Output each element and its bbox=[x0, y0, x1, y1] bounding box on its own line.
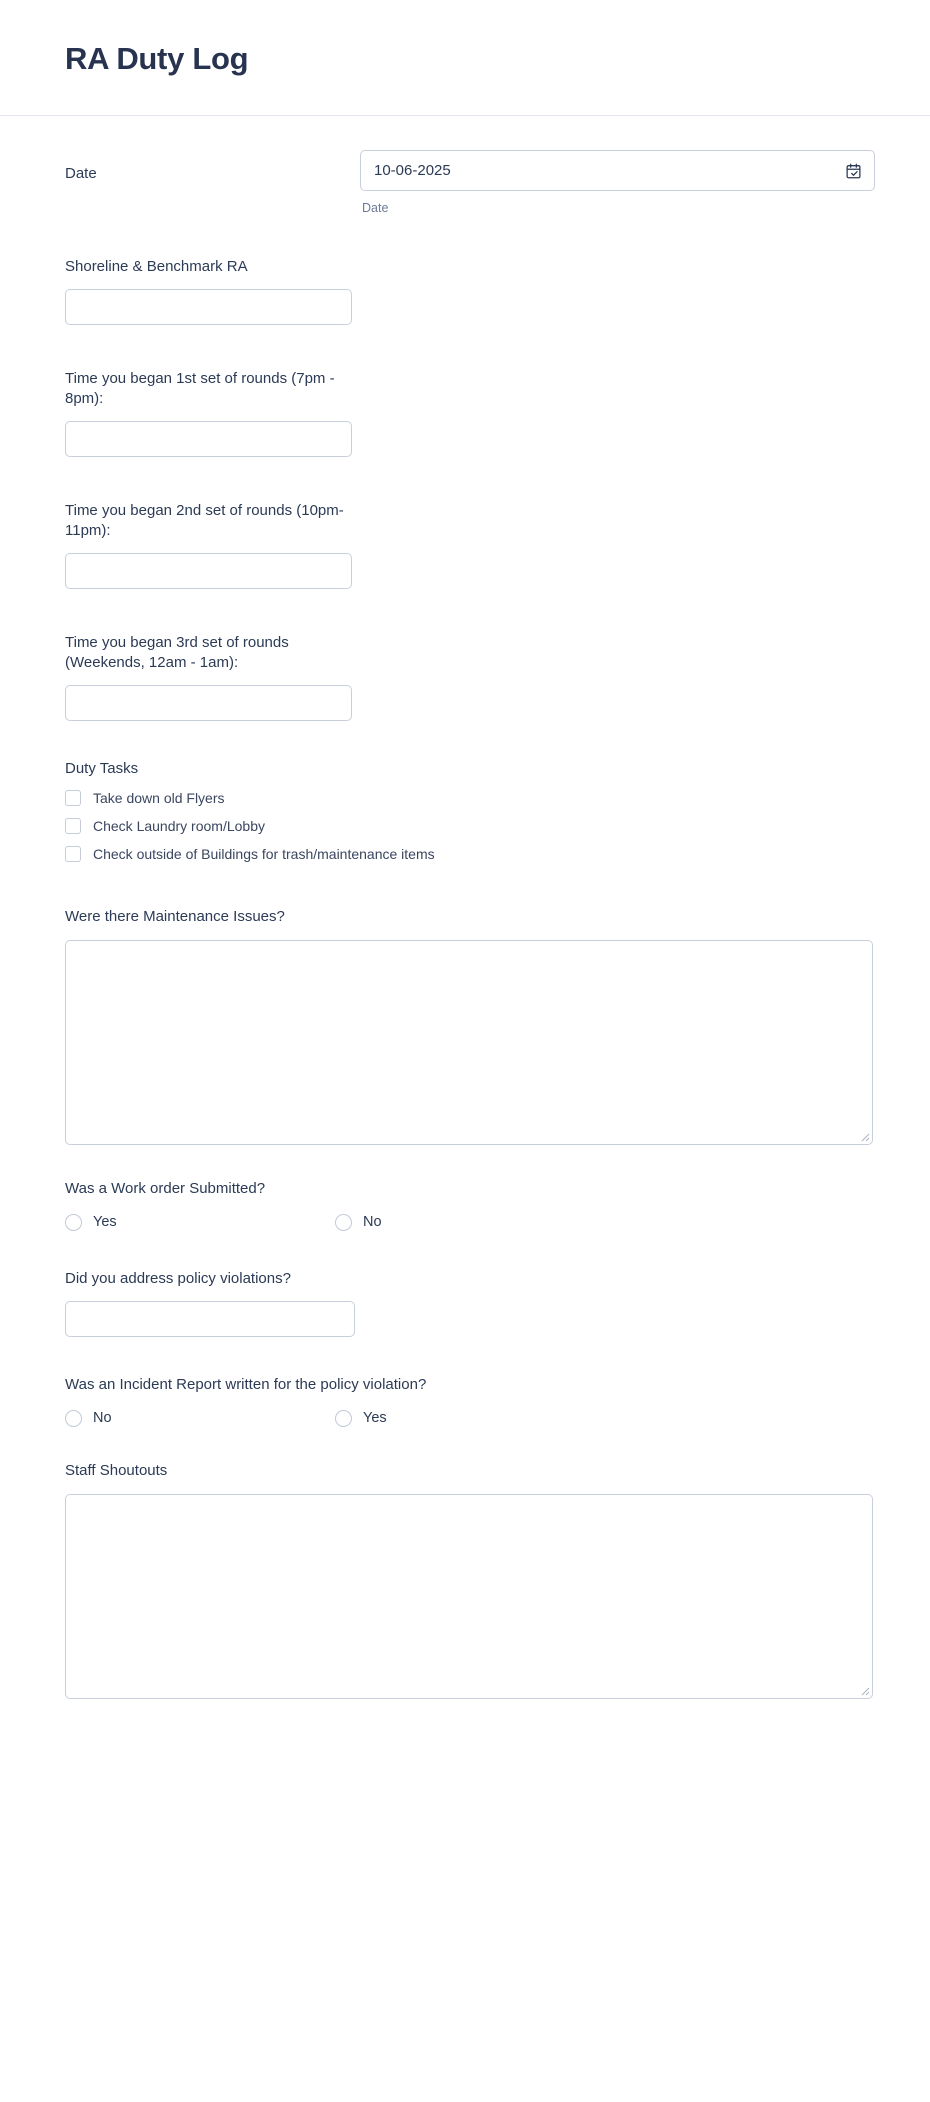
form-header bbox=[0, 0, 930, 116]
duty-task-option[interactable] bbox=[65, 845, 865, 863]
maintenance-issues-wrapper bbox=[65, 940, 873, 1145]
spacer bbox=[65, 721, 865, 759]
field-rounds-2 bbox=[65, 501, 865, 589]
work-order-option-yes[interactable] bbox=[65, 1213, 335, 1231]
field-rounds-1 bbox=[65, 369, 865, 457]
staff-shoutouts-label: Staff Shoutouts bbox=[65, 1462, 168, 1480]
spacer bbox=[65, 457, 865, 501]
duty-tasks-label: Duty Tasks bbox=[65, 760, 139, 778]
radio-label: Yes bbox=[93, 1214, 117, 1231]
rounds-3-input[interactable] bbox=[65, 685, 352, 721]
date-field-row bbox=[65, 150, 865, 215]
field-maintenance-issues bbox=[65, 907, 865, 1145]
duty-task-label: Take down old Flyers bbox=[93, 790, 225, 807]
ra-name-input[interactable] bbox=[65, 289, 352, 325]
radio-label: No bbox=[93, 1410, 112, 1427]
duty-task-label: Check outside of Buildings for trash/maintenance items bbox=[93, 846, 435, 863]
staff-shoutouts-wrapper bbox=[65, 1494, 873, 1699]
spacer bbox=[65, 589, 865, 633]
rounds-2-input[interactable] bbox=[65, 553, 352, 589]
radio-work-order-yes[interactable] bbox=[65, 1214, 82, 1231]
policy-violations-label: Did you address policy violations? bbox=[65, 1270, 291, 1288]
date-input[interactable] bbox=[360, 150, 875, 191]
work-order-label: Was a Work order Submitted? bbox=[65, 1180, 266, 1198]
spacer bbox=[65, 1145, 865, 1179]
date-field-label: Date bbox=[65, 165, 97, 183]
field-rounds-3-label: Time you began 3rd set of rounds (Weekends, 12am - 1am): bbox=[65, 634, 289, 672]
field-ra-name-label: Shoreline & Benchmark RA bbox=[65, 258, 248, 276]
field-rounds-2-label: Time you began 2nd set of rounds (10pm-11pm): bbox=[65, 502, 344, 540]
radio-work-order-no[interactable] bbox=[335, 1214, 352, 1231]
policy-violations-input[interactable] bbox=[65, 1301, 355, 1337]
maintenance-issues-textarea[interactable] bbox=[65, 940, 873, 1145]
field-duty-tasks bbox=[65, 759, 865, 863]
spacer bbox=[65, 1427, 865, 1461]
spacer bbox=[65, 873, 865, 907]
incident-report-radio-group bbox=[65, 1409, 865, 1427]
incident-report-label: Was an Incident Report written for the policy violation? bbox=[65, 1376, 427, 1394]
duty-task-option[interactable] bbox=[65, 789, 865, 807]
page-title: RA Duty Log bbox=[65, 41, 249, 76]
spacer bbox=[65, 1337, 865, 1375]
spacer bbox=[65, 1231, 865, 1269]
field-ra-name bbox=[65, 257, 865, 325]
checkbox-take-down-flyers[interactable] bbox=[65, 790, 81, 806]
duty-task-label: Check Laundry room/Lobby bbox=[93, 818, 265, 835]
spacer bbox=[65, 325, 865, 369]
radio-incident-report-no[interactable] bbox=[65, 1410, 82, 1427]
work-order-radio-group bbox=[65, 1213, 865, 1231]
duty-task-option[interactable] bbox=[65, 817, 865, 835]
field-policy-violations bbox=[65, 1269, 865, 1337]
date-field-control bbox=[360, 150, 875, 215]
field-work-order bbox=[65, 1179, 865, 1231]
field-staff-shoutouts bbox=[65, 1461, 865, 1699]
field-rounds-3 bbox=[65, 633, 865, 721]
radio-label: Yes bbox=[363, 1410, 387, 1427]
maintenance-issues-label: Were there Maintenance Issues? bbox=[65, 908, 285, 926]
rounds-1-input[interactable] bbox=[65, 421, 352, 457]
date-input-wrapper bbox=[360, 150, 875, 191]
staff-shoutouts-textarea[interactable] bbox=[65, 1494, 873, 1699]
date-helper-text: Date bbox=[362, 201, 389, 216]
work-order-option-no[interactable] bbox=[335, 1213, 605, 1231]
field-incident-report bbox=[65, 1375, 865, 1427]
incident-report-option-yes[interactable] bbox=[335, 1409, 605, 1427]
field-rounds-1-label: Time you began 1st set of rounds (7pm - 8pm): bbox=[65, 370, 335, 408]
checkbox-check-outside-buildings[interactable] bbox=[65, 846, 81, 862]
checkbox-check-laundry-room[interactable] bbox=[65, 818, 81, 834]
radio-label: No bbox=[363, 1214, 382, 1231]
form-body bbox=[0, 116, 930, 1699]
radio-incident-report-yes[interactable] bbox=[335, 1410, 352, 1427]
incident-report-option-no[interactable] bbox=[65, 1409, 335, 1427]
